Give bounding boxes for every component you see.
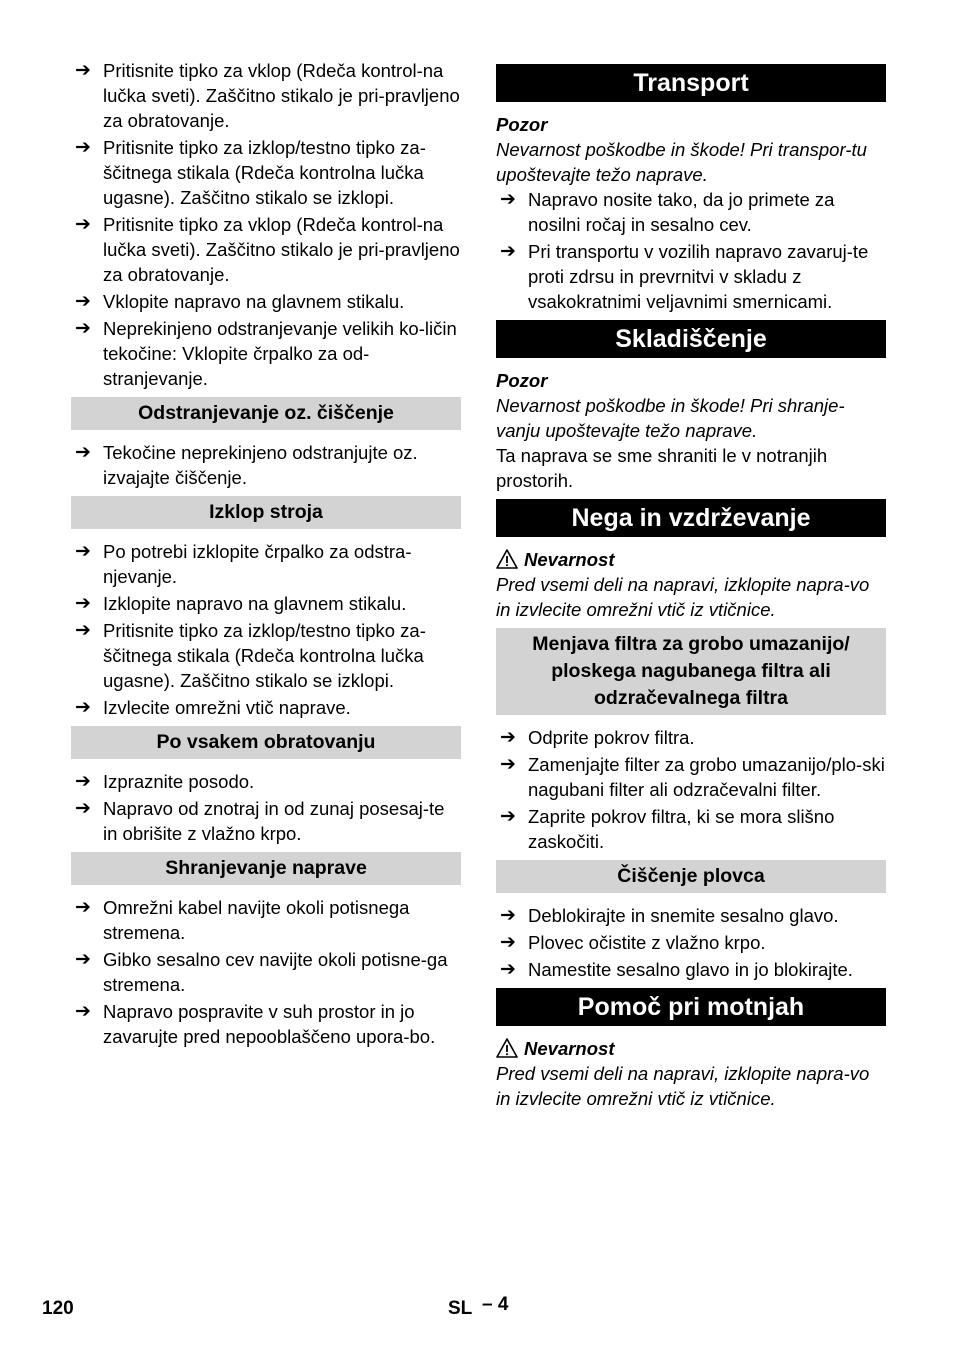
section-heading-device-storage: Shranjevanje naprave bbox=[71, 852, 461, 885]
list-item: ➔ Pritisnite tipko za izklop/testno tipko za-ščitnega stikala (Rdeča kontrolna lučka ugasne). Zaščitno stikalo se izklopi. bbox=[75, 137, 426, 208]
arrow-right-icon: ➔ bbox=[75, 620, 91, 641]
section-page: – 4 bbox=[482, 1294, 509, 1315]
arrow-right-icon: ➔ bbox=[75, 798, 91, 819]
list-item: ➔ Gibko sesalno cev navijte okoli potisne-ga stremena. bbox=[75, 949, 448, 995]
list-device-storage bbox=[71, 895, 461, 1049]
list-startup bbox=[71, 58, 461, 391]
list-item: ➔ Pritisnite tipko za vklop (Rdeča kontrol-na lučka sveti). Zaščitno stikalo je pri-pravljeno za obratovanje. bbox=[75, 214, 460, 285]
section-heading-float: Čiščenje plovca bbox=[496, 860, 886, 893]
caution-label: Pozor bbox=[496, 114, 548, 135]
arrow-right-icon: ➔ bbox=[75, 442, 91, 463]
list-item: ➔ Izvlecite omrežni vtič naprave. bbox=[75, 697, 351, 718]
arrow-right-icon: ➔ bbox=[500, 754, 516, 775]
arrow-right-icon: ➔ bbox=[500, 959, 516, 980]
arrow-right-icon: ➔ bbox=[500, 905, 516, 926]
list-item: ➔ Pritisnite tipko za izklop/testno tipko za-ščitnega stikala (Rdeča kontrolna lučka ugasne). Zaščitno stikalo se izklopi. bbox=[75, 620, 426, 691]
arrow-right-icon: ➔ bbox=[75, 897, 91, 918]
list-item: ➔ Pri transportu v vozilih napravo zavaruj-te proti zdrsu in prevrnitvi v skladu z vsakokratnimi veljavnimi smernicami. bbox=[500, 241, 869, 312]
caution-label: Pozor bbox=[496, 370, 548, 391]
warning-triangle-icon bbox=[496, 1038, 518, 1058]
caution-text: Nevarnost poškodbe in škode! Pri transpor-tu upoštevajte težo naprave. bbox=[496, 139, 867, 185]
heading-care: Nega in vzdrževanje bbox=[496, 499, 886, 537]
list-item: ➔ Izpraznite posodo. bbox=[75, 771, 255, 792]
list-item: ➔ Deblokirajte in snemite sesalno glavo. bbox=[500, 905, 839, 926]
arrow-right-icon: ➔ bbox=[500, 806, 516, 827]
list-item: ➔ Napravo nosite tako, da jo primete za nosilni ročaj in sesalno cev. bbox=[500, 189, 835, 235]
arrow-right-icon: ➔ bbox=[75, 1001, 91, 1022]
arrow-right-icon: ➔ bbox=[500, 189, 516, 210]
arrow-right-icon: ➔ bbox=[75, 214, 91, 235]
danger-text: Pred vsemi deli na napravi, izklopite napra-vo in izvlecite omrežni vtič iz vtičnice. bbox=[496, 1063, 870, 1109]
list-item: ➔ Neprekinjeno odstranjevanje velikih ko-ličin tekočine: Vklopite črpalko za od-stranjevanje. bbox=[75, 318, 457, 389]
arrow-right-icon: ➔ bbox=[75, 949, 91, 970]
list-item: ➔ Izklopite napravo na glavnem stikalu. bbox=[75, 593, 407, 614]
heading-storage: Skladiščenje bbox=[496, 320, 886, 358]
caution-text: Nevarnost poškodbe in škode! Pri shranje-vanju upoštevajte težo naprave. bbox=[496, 395, 845, 441]
list-item: ➔ Napravo pospravite v suh prostor in jo zavarujte pred nepooblaščeno upora-bo. bbox=[75, 1001, 436, 1047]
list-item: ➔ Odprite pokrov filtra. bbox=[500, 727, 695, 748]
list-item: ➔ Pritisnite tipko za vklop (Rdeča kontrol-na lučka sveti). Zaščitno stikalo je pri-pravljeno za obratovanje. bbox=[75, 60, 460, 131]
list-item: ➔ Tekočine neprekinjeno odstranjujte oz. izvajajte čiščenje. bbox=[75, 442, 418, 488]
arrow-right-icon: ➔ bbox=[75, 291, 91, 312]
arrow-right-icon: ➔ bbox=[75, 771, 91, 792]
arrow-right-icon: ➔ bbox=[75, 60, 91, 81]
page-number: 120 bbox=[42, 1298, 74, 1319]
arrow-right-icon: ➔ bbox=[75, 318, 91, 339]
list-item: ➔ Zamenjajte filter za grobo umazanijo/plo-ski nagubani filter ali odzračevalni filter. bbox=[500, 754, 885, 800]
list-item: ➔ Namestite sesalno glavo in jo blokirajte. bbox=[500, 959, 853, 980]
section-heading-filter: Menjava filtra za grobo umazanijo/ ploskega nagubanega filtra ali odzračevalnega filtra bbox=[496, 628, 886, 715]
right-column bbox=[496, 58, 886, 1111]
list-item: ➔ Vklopite napravo na glavnem stikalu. bbox=[75, 291, 405, 312]
list-item: ➔ Napravo od znotraj in od zunaj posesaj-te in obrišite z vlažno krpo. bbox=[75, 798, 445, 844]
warning-triangle-icon bbox=[496, 549, 518, 569]
storage-text: Ta naprava se sme shraniti le v notranjih prostorih. bbox=[496, 445, 828, 491]
danger-label: Nevarnost bbox=[496, 1036, 886, 1061]
arrow-right-icon: ➔ bbox=[500, 932, 516, 953]
list-removal bbox=[71, 440, 461, 490]
arrow-right-icon: ➔ bbox=[500, 241, 516, 262]
arrow-right-icon: ➔ bbox=[75, 541, 91, 562]
arrow-right-icon: ➔ bbox=[500, 727, 516, 748]
list-item: ➔ Plovec očistite z vlažno krpo. bbox=[500, 932, 766, 953]
list-after-use bbox=[71, 769, 461, 846]
section-heading-removal: Odstranjevanje oz. čiščenje bbox=[71, 397, 461, 430]
language-code: SL bbox=[448, 1298, 473, 1319]
list-item: ➔ Omrežni kabel navijte okoli potisnega stremena. bbox=[75, 897, 410, 943]
danger-label: Nevarnost bbox=[496, 547, 886, 572]
section-heading-shutdown: Izklop stroja bbox=[71, 496, 461, 529]
heading-transport: Transport bbox=[496, 64, 886, 102]
heading-troubleshooting: Pomoč pri motnjah bbox=[496, 988, 886, 1026]
list-shutdown bbox=[71, 539, 461, 720]
arrow-right-icon: ➔ bbox=[75, 697, 91, 718]
danger-text: Pred vsemi deli na napravi, izklopite napra-vo in izvlecite omrežni vtič iz vtičnice. bbox=[496, 574, 870, 620]
left-column bbox=[71, 58, 461, 1051]
list-item: ➔ Zaprite pokrov filtra, ki se mora slišno zaskočiti. bbox=[500, 806, 835, 852]
arrow-right-icon: ➔ bbox=[75, 137, 91, 158]
list-item: ➔ Po potrebi izklopite črpalko za odstra-njevanje. bbox=[75, 541, 412, 587]
arrow-right-icon: ➔ bbox=[75, 593, 91, 614]
section-heading-after-use: Po vsakem obratovanju bbox=[71, 726, 461, 759]
